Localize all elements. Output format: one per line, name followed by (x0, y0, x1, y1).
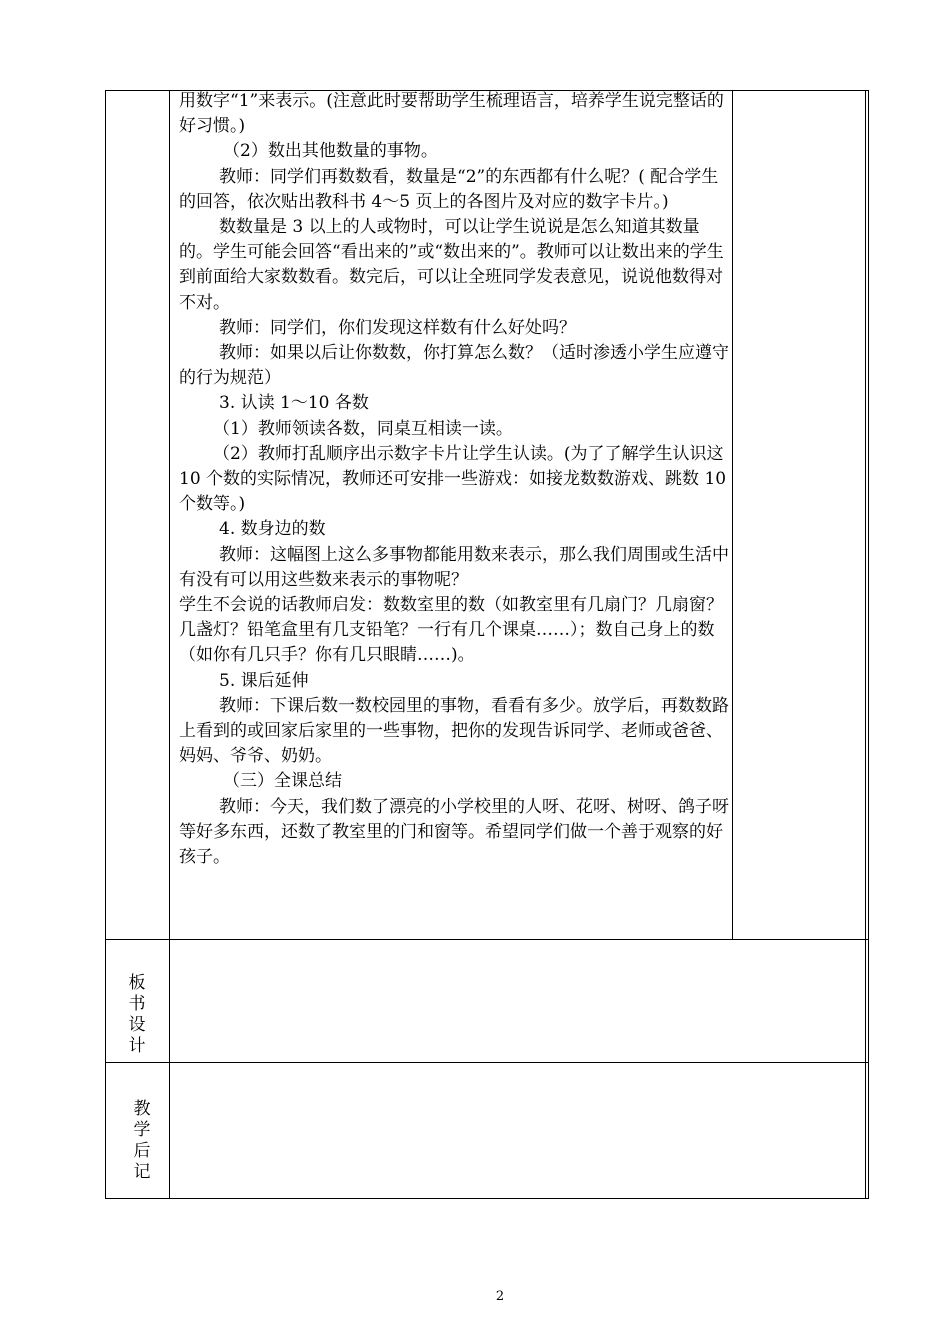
lesson-body (179, 89, 731, 870)
board-design-label-char: 板 (128, 973, 146, 993)
board-design-label-char: 书 (128, 994, 146, 1014)
lesson-paragraph: 4. 数身边的数 (219, 519, 326, 540)
lesson-paragraph: （三）全课总结 (223, 771, 342, 792)
table-divider-notes (732, 90, 733, 940)
lesson-paragraph: （2）教师打乱顺序出示数字卡片让学生认读。(为了了解学生认识这 10 个数的实际情况，教师还可安排一些游戏：如接龙数数游戏、跳数 10 个数等。) (179, 443, 727, 515)
row-divider-board (105, 939, 869, 940)
lesson-paragraph: 教师：同学们再数数看，数量是“2”的东西都有什么呢？( 配合学生的回答，依次贴出教科书 4～5 页上的各图片及对应的数字卡片。) (179, 166, 719, 212)
page-number: 2 (495, 1289, 505, 1304)
lesson-paragraph: 教师：这幅图上这么多事物都能用数来表示，那么我们周围或生活中有没有可以用这些数来表示的事物呢？ (179, 544, 729, 590)
lesson-paragraph: 数数量是 3 以上的人或物时，可以让学生说说是怎么知道其数量的。学生可能会回答“看出来的”或“数出来的”。教师可以让数出来的学生到前面给大家数数看。数完后，可以让全班同学发表意见，说说他数得对不对。 (179, 217, 724, 313)
lesson-paragraph: 5. 课后延伸 (219, 670, 309, 691)
lesson-paragraph: 教师：如果以后让你数数，你打算怎么数？（适时渗透小学生应遵守的行为规范） (179, 343, 729, 389)
board-design-label-char: 计 (128, 1036, 146, 1056)
lesson-paragraph: 教师：下课后数一数校园里的事物，看看有多少。放学后，再数数路上看到的或回家后家里的一些事物，把你的发现告诉同学、老师或爸爸、妈妈、爷爷、奶奶。 (179, 695, 729, 767)
lesson-paragraph: （1）教师领读各数，同桌互相读一读。 (213, 418, 513, 439)
table-divider-left (169, 90, 170, 1199)
teaching-notes-label-char: 记 (133, 1162, 151, 1182)
table-outer-right-double (865, 90, 866, 1199)
lesson-paragraph: 3. 认读 1～10 各数 (219, 393, 369, 414)
lesson-paragraph: （2）数出其他数量的事物。 (223, 141, 438, 162)
lesson-paragraph: 学生不会说的话教师启发：数数室里的数（如教室里有几扇门？几扇窗？几盏灯？铅笔盒里有几支铅笔？一行有几个课桌……）；数自己身上的数（如你有几只手？你有几只眼睛……)。 (179, 595, 723, 666)
teaching-notes-label-char: 后 (133, 1141, 151, 1161)
board-design-label (105, 973, 169, 1057)
board-design-label-char: 设 (128, 1015, 146, 1035)
row-divider-notes (105, 1062, 869, 1063)
lesson-paragraph: 教师：今天，我们数了漂亮的小学校里的人呀、花呀、树呀、鸽子呀等好多东西，还数了教室里的门和窗等。希望同学们做一个善于观察的好孩子。 (179, 796, 729, 868)
teaching-notes-label-char: 教 (133, 1099, 151, 1119)
teaching-notes-label-char: 学 (133, 1120, 151, 1140)
lesson-paragraph: 教师：同学们，你们发现这样数有什么好处吗？ (219, 317, 576, 338)
teaching-notes-label (110, 1099, 174, 1183)
lesson-paragraph: 用数字“1”来表示。(注意此时要帮助学生梳理语言，培养学生说完整话的好习惯。) (179, 91, 724, 137)
